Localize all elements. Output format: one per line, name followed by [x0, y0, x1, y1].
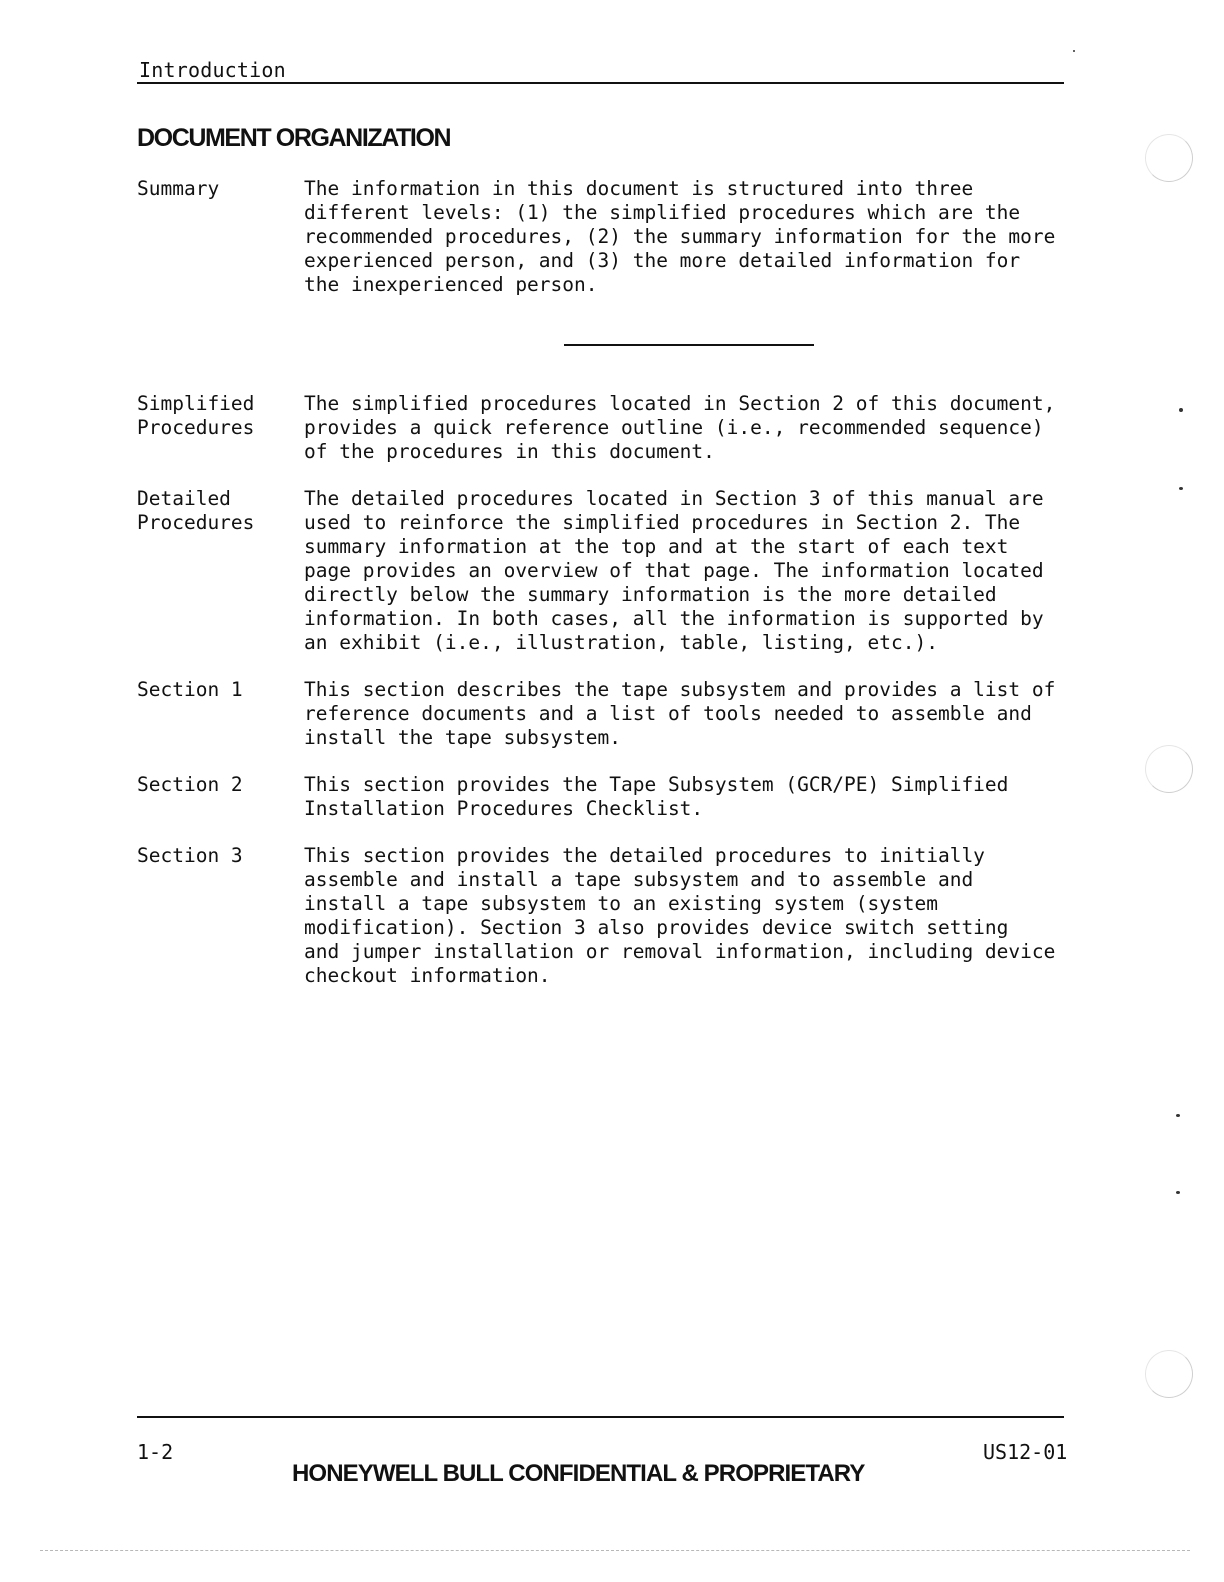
entry-text: The detailed procedures located in Section 3 of this manual are used to reinforce the simplified procedures in Section 2. The summary information at the top and at the start of each text page provides an overview of that page. The information located directly below the summary information is the more detailed information. In both cases, all the information is supported by an exhibit (i.e., illustration, table, listing, etc.).	[304, 487, 1044, 654]
entry-label: Section 1	[137, 678, 243, 701]
summary-label: Summary	[137, 177, 220, 200]
page-number: 1-2	[137, 1440, 174, 1464]
entry-label: Section 2	[137, 773, 243, 796]
confidentiality-notice: HONEYWELL BULL CONFIDENTIAL & PROPRIETARY	[292, 1460, 865, 1487]
entry-text: This section provides the Tape Subsystem (GCR/PE) Simplified Installation Procedures Checklist.	[304, 773, 1009, 820]
entry-text: This section describes the tape subsystem and provides a list of reference documents and a list of tools needed to assemble and install the tape subsystem.	[304, 678, 1056, 749]
scan-speck	[1176, 1114, 1180, 1117]
punch-hole-middle	[1145, 745, 1193, 793]
entry-label: Detailed Procedures	[137, 487, 255, 534]
footer-rule	[137, 1416, 1064, 1418]
scan-speck	[1179, 408, 1183, 412]
entry-label: Section 3	[137, 844, 243, 867]
scan-speck	[1179, 487, 1183, 490]
scan-edge-line	[40, 1550, 1190, 1551]
punch-hole-bottom	[1145, 1350, 1193, 1398]
document-number: US12-01	[983, 1440, 1068, 1464]
entry-label: Simplified Procedures	[137, 392, 255, 439]
scan-speck	[1073, 50, 1075, 52]
section-title: DOCUMENT ORGANIZATION	[137, 124, 451, 152]
scan-speck	[1176, 1191, 1180, 1194]
summary-separator-rule	[564, 344, 814, 346]
entry-text: This section provides the detailed procedures to initially assemble and install a tape subsystem and to assemble and install a tape subsystem to an existing system (system modification). Section 3 also provides device switch setting and jumper installation or removal information, including device checkout information.	[304, 844, 1056, 987]
punch-hole-top	[1145, 134, 1193, 182]
summary-text: The information in this document is structured into three different levels: (1) the simplified procedures which are the recommended procedures, (2) the summary information for the more experienced person, and (3) the more detailed information for the inexperienced person.	[304, 177, 1056, 296]
entry-text: The simplified procedures located in Section 2 of this document, provides a quick reference outline (i.e., recommended sequence) of the procedures in this document.	[304, 392, 1056, 463]
running-head: Introduction	[139, 58, 286, 82]
header-rule	[137, 82, 1064, 84]
